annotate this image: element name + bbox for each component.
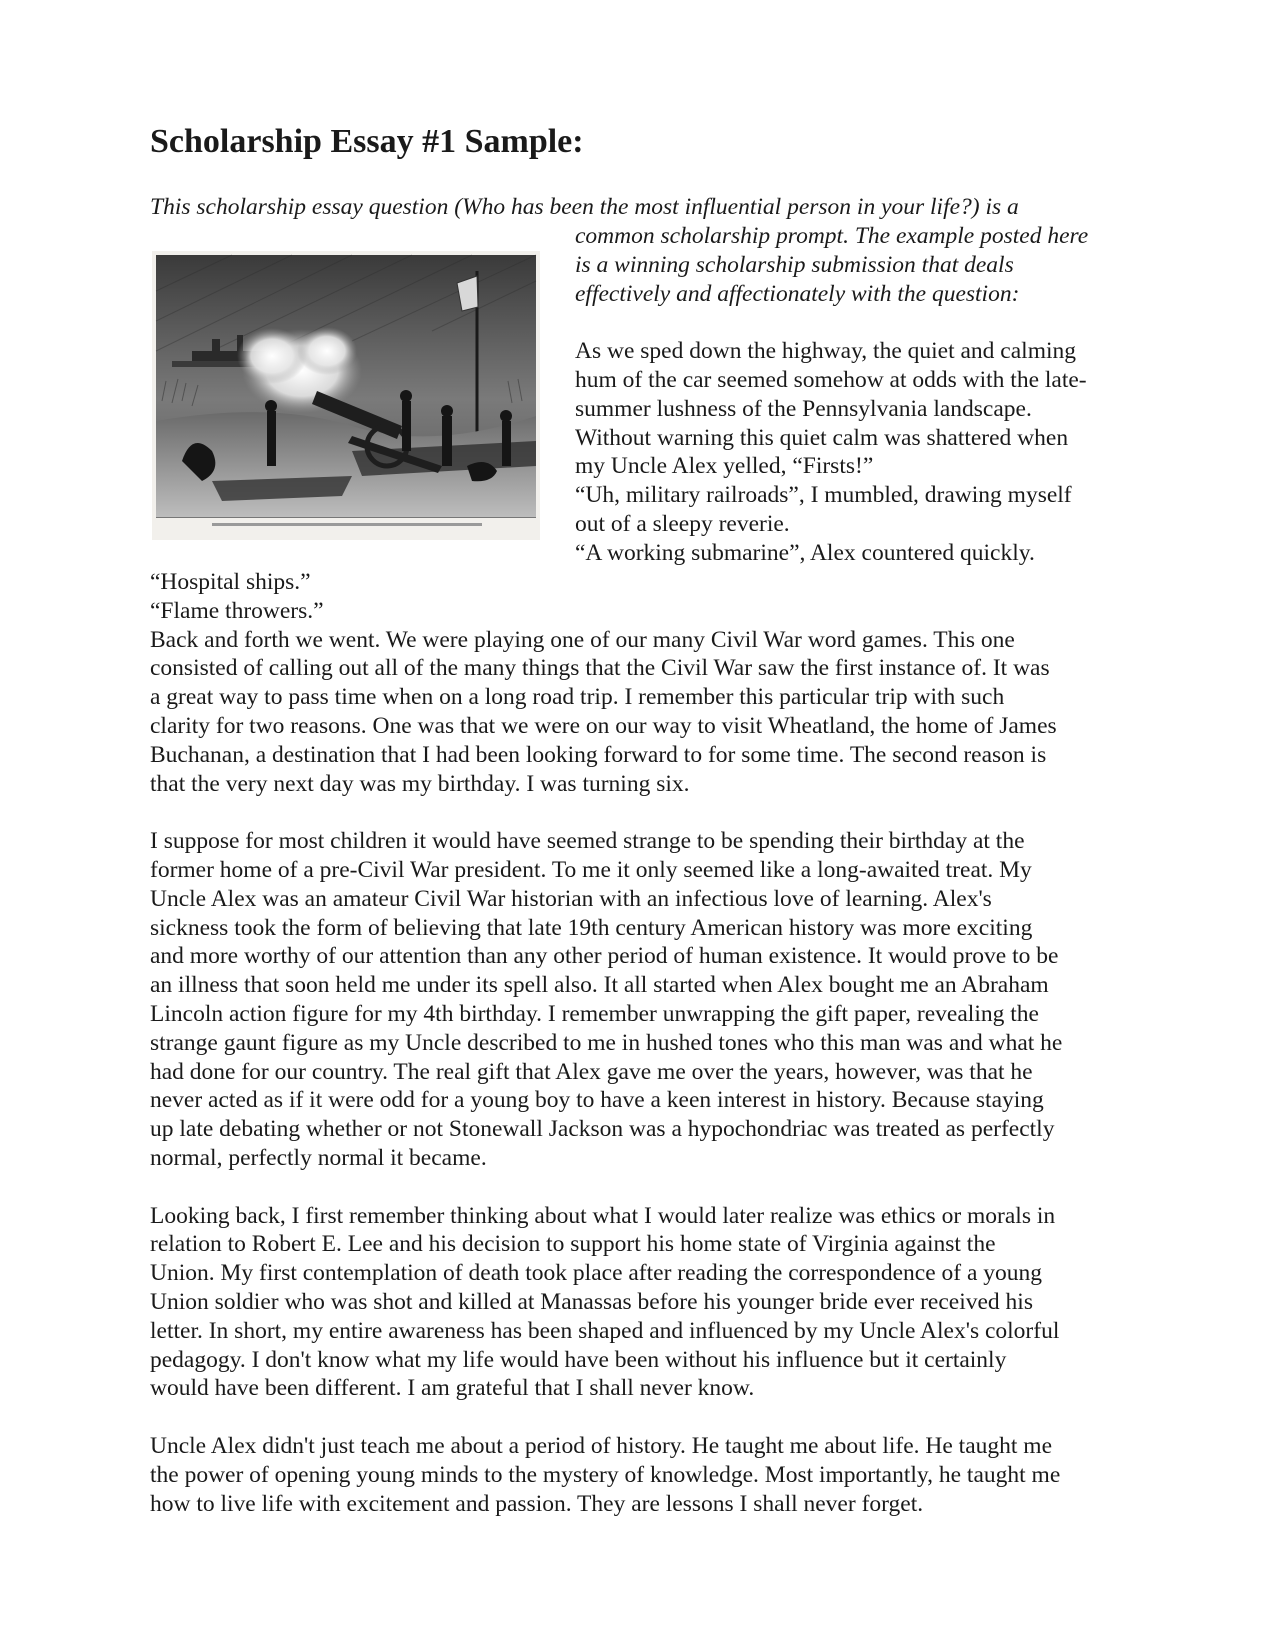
intro-first-line: This scholarship essay question (Who has been the most influential person in your life?) is a bbox=[150, 194, 1019, 220]
essay-line: “A working submarine”, Alex countered quickly. bbox=[575, 539, 1035, 566]
essay-paragraph-2 bbox=[150, 827, 1150, 1173]
essay-line: normal, perfectly normal it became. bbox=[150, 1144, 487, 1171]
paragraph-gap bbox=[150, 1173, 1150, 1202]
intro-wrapped-line: common scholarship prompt. The example posted here bbox=[575, 223, 1089, 249]
essay-line: summer lushness of the Pennsylvania landscape. bbox=[575, 395, 1032, 422]
essay-line: Buchanan, a destination that I had been looking forward to for some time. The second reason is bbox=[150, 741, 1047, 768]
essay-line: clarity for two reasons. One was that we were on our way to visit Wheatland, the home of James bbox=[150, 712, 1057, 739]
essay-paragraph-4 bbox=[150, 1432, 1150, 1518]
essay-line: former home of a pre-Civil War president. To me it only seemed like a long-awaited treat. My bbox=[150, 856, 1032, 883]
essay-line: how to live life with excitement and passion. They are lessons I shall never forget. bbox=[150, 1490, 924, 1517]
essay-line: hum of the car seemed somehow at odds with the late- bbox=[575, 366, 1087, 393]
essay-line: Union soldier who was shot and killed at Manassas before his younger bride ever received his bbox=[150, 1288, 1033, 1315]
essay-line: “Uh, military railroads”, I mumbled, drawing myself bbox=[575, 482, 1072, 509]
essay-line: that the very next day was my birthday. I was turning six. bbox=[150, 770, 690, 797]
essay-body bbox=[150, 568, 1150, 1518]
essay-paragraph-1 bbox=[150, 568, 1150, 798]
essay-line: and more worthy of our attention than any other period of human existence. It would prove to be bbox=[150, 943, 1059, 970]
paragraph-gap bbox=[150, 1403, 1150, 1432]
essay-line: pedagogy. I don't know what my life would have been without his influence but it certainly bbox=[150, 1346, 1007, 1373]
essay-line: As we sped down the highway, the quiet and calming bbox=[575, 338, 1077, 365]
essay-line: Back and forth we went. We were playing one of our many Civil War word games. This one bbox=[150, 626, 1015, 653]
essay-line: Uncle Alex didn't just teach me about a period of history. He taught me about life. He taught me bbox=[150, 1432, 1052, 1459]
engraving-drawing bbox=[152, 251, 540, 540]
essay-line: never acted as if it were odd for a young boy to have a keen interest in history. Because staying bbox=[150, 1087, 1044, 1114]
essay-line: would have been different. I am grateful that I shall never know. bbox=[150, 1375, 755, 1402]
essay-line: up late debating whether or not Stonewall Jackson was a hypochondriac was treated as perfectly bbox=[150, 1116, 1055, 1143]
essay-line: letter. In short, my entire awareness has been shaped and influenced by my Uncle Alex's colorful bbox=[150, 1317, 1060, 1344]
essay-line: an illness that soon held me under its spell also. It all started when Alex bought me an Abraham bbox=[150, 972, 1049, 999]
essay-line: had done for our country. The real gift that Alex gave me over the years, however, was that he bbox=[150, 1058, 1033, 1085]
essay-line: “Hospital ships.” bbox=[150, 569, 311, 595]
essay-line: Without warning this quiet calm was shattered when bbox=[575, 424, 1069, 451]
essay-line: Uncle Alex was an amateur Civil War historian with an infectious love of learning. Alex's bbox=[150, 885, 992, 912]
essay-line: a great way to pass time when on a long road trip. I remember this particular trip with such bbox=[150, 684, 1005, 711]
essay-line: relation to Robert E. Lee and his decision to support his home state of Virginia against the bbox=[150, 1231, 996, 1258]
paragraph-gap bbox=[575, 308, 1135, 337]
page-title: Scholarship Essay #1 Sample: bbox=[150, 123, 584, 160]
essay-line: the power of opening young minds to the mystery of knowledge. Most importantly, he taught me bbox=[150, 1461, 1061, 1488]
essay-line: I suppose for most children it would have seemed strange to be spending their birthday at the bbox=[150, 828, 1025, 855]
essay-paragraph-3 bbox=[150, 1202, 1150, 1404]
essay-line: Lincoln action figure for my 4th birthday. I remember unwrapping the gift paper, revealing the bbox=[150, 1000, 1039, 1027]
essay-line: my Uncle Alex yelled, “Firsts!” bbox=[575, 453, 874, 480]
essay-line: sickness took the form of believing that late 19th century American history was more exciting bbox=[150, 914, 1033, 941]
essay-line: consisted of calling out all of the many things that the Civil War saw the first instance of. It was bbox=[150, 655, 1050, 682]
essay-line: Union. My first contemplation of death took place after reading the correspondence of a young bbox=[150, 1260, 1043, 1287]
intro-wrapped-line: is a winning scholarship submission that deals bbox=[575, 251, 1014, 278]
civil-war-engraving-image bbox=[152, 251, 540, 540]
essay-line: strange gaunt figure as my Uncle described to me in hushed tones who this man was and what he bbox=[150, 1029, 1063, 1056]
essay-line: out of a sleepy reverie. bbox=[575, 510, 790, 537]
intro-wrapped-line: effectively and affectionately with the question: bbox=[575, 280, 1020, 307]
intro-and-opening-column bbox=[575, 222, 1135, 568]
essay-line: Looking back, I first remember thinking about what I would later realize was ethics or morals in bbox=[150, 1202, 1056, 1229]
paragraph-gap bbox=[150, 798, 1150, 827]
essay-line: “Flame throwers.” bbox=[150, 597, 324, 624]
